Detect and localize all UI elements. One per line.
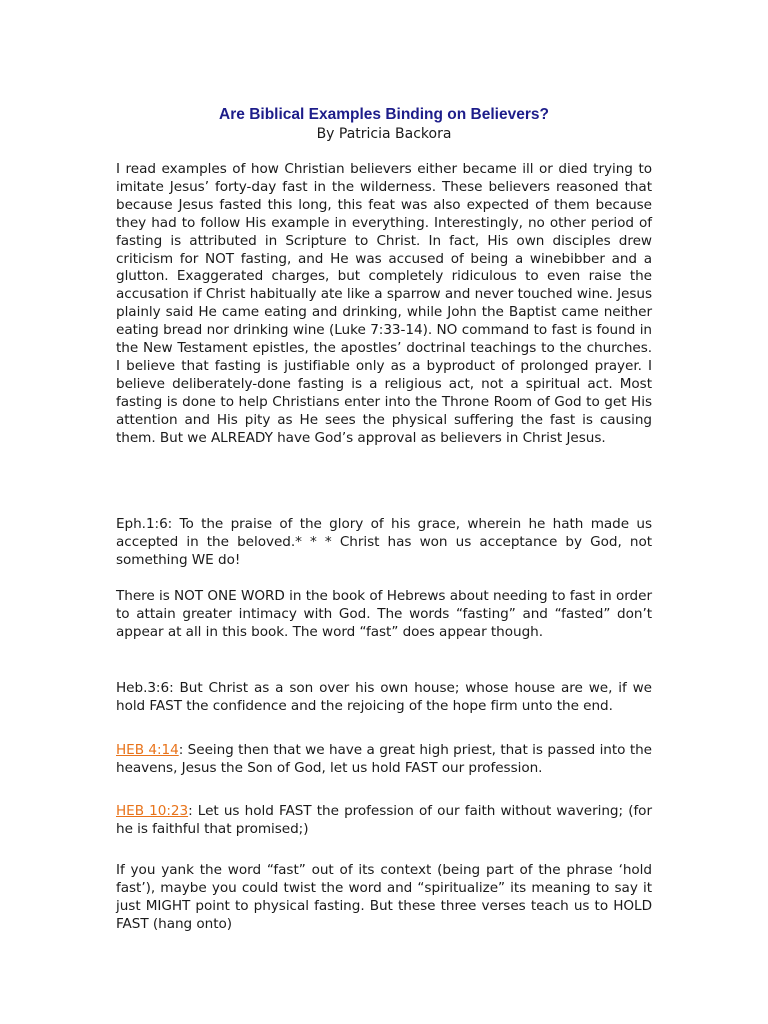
document-title: Are Biblical Examples Binding on Believers?	[219, 106, 549, 123]
document-author: By Patricia Backora	[316, 126, 452, 142]
paragraph-hebrews-no-fasting: There is NOT ONE WORD in the book of Hebrews about needing to fast in order to attain greater intimacy with God. The words “fasting” and “fasted” don’t appear at all in this book. The word “fast” does appear though.	[116, 588, 652, 640]
paragraph-heb-4-14	[116, 742, 652, 778]
heb-10-23-link[interactable]: HEB 10:23	[116, 803, 189, 819]
paragraph-eph-1-6: Eph.1:6: To the praise of the glory of his grace, wherein he hath made us accepted in the beloved.* * * Christ has won us acceptance by God, not something WE do!	[116, 516, 652, 568]
paragraph-heb-10-23	[116, 803, 652, 839]
paragraph-hold-fast: If you yank the word “fast” out of its context (being part of the phrase ‘hold fast’), maybe you could twist the word and “spiritualize” its meaning to say it just MIGHT point to physical fasting. But these three verses teach us to HOLD FAST (hang onto)	[116, 862, 652, 932]
heb-4-14-text: : Seeing then that we have a great high priest, that is passed into the heavens, Jesus the Son of God, let us hold FAST our profession.	[116, 742, 652, 776]
heb-4-14-link[interactable]: HEB 4:14	[116, 742, 179, 758]
heb-10-23-text: : Let us hold FAST the profession of our faith without wavering; (for he is faithful that promised;)	[116, 803, 652, 837]
paragraph-fasting-examples: I read examples of how Christian believers either became ill or died trying to imitate Jesus’ forty-day fast in the wilderness. These believers reasoned that because Jesus fasted this long, this feat was also expected of them because they had to follow His example in everything. Interestingly, no other period of fasting is attributed in Scripture to Christ. In fact, His own disciples drew criticism for NOT fasting, and He was accused of being a winebibber and a glutton. Exaggerated charges, but completely ridiculous to even raise the accusation if Christ habitually ate like a sparrow and never touched wine. Jesus plainly said He came eating and drinking, while John the Baptist came neither eating bread nor drinking wine (Luke 7:33-14). NO command to fast is found in the New Testament epistles, the apostles’ doctrinal teachings to the churches. I believe that fasting is justifiable only as a byproduct of prolonged prayer. I believe deliberately-done fasting is a religious act, not a spiritual act. Most fasting is done to help Christians enter into the Throne Room of God to get His attention and His pity as He sees the physical suffering the fast is causing them. But we ALREADY have God’s approval as believers in Christ Jesus.	[116, 161, 652, 446]
paragraph-heb-3-6: Heb.3:6: But Christ as a son over his own house; whose house are we, if we hold FAST the confidence and the rejoicing of the hope firm unto the end.	[116, 680, 652, 714]
